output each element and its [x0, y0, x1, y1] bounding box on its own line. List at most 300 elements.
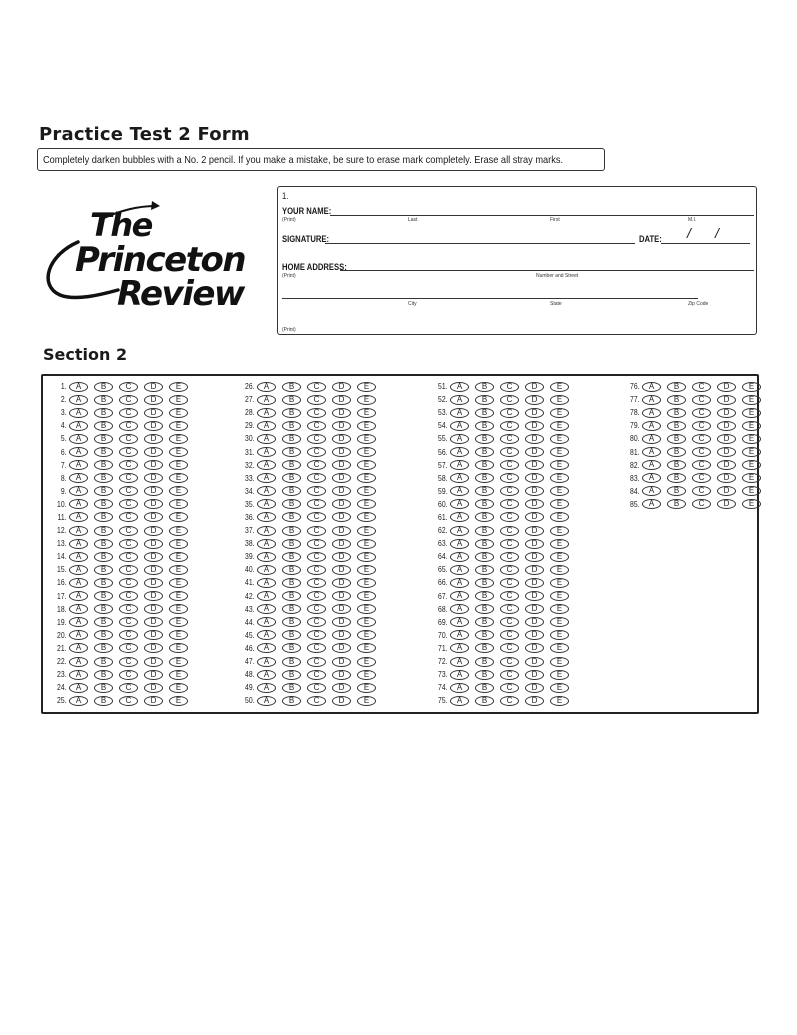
answer-bubble-c[interactable]: C [119, 447, 138, 457]
answer-bubble-c[interactable]: C [307, 539, 326, 549]
answer-bubble-b[interactable]: B [94, 591, 113, 601]
answer-bubble-c[interactable]: C [500, 421, 519, 431]
answer-bubble-a[interactable]: A [69, 473, 88, 483]
answer-bubble-e[interactable]: E [742, 421, 761, 431]
answer-bubble-a[interactable]: A [69, 512, 88, 522]
answer-bubble-e[interactable]: E [550, 578, 569, 588]
answer-bubble-b[interactable]: B [282, 630, 301, 640]
answer-bubble-b[interactable]: B [282, 539, 301, 549]
answer-bubble-d[interactable]: D [525, 578, 544, 588]
answer-bubble-e[interactable]: E [357, 578, 376, 588]
answer-bubble-e[interactable]: E [742, 382, 761, 392]
answer-bubble-e[interactable]: E [550, 670, 569, 680]
answer-bubble-c[interactable]: C [500, 683, 519, 693]
answer-bubble-c[interactable]: C [500, 499, 519, 509]
answer-bubble-e[interactable]: E [169, 473, 188, 483]
answer-bubble-b[interactable]: B [475, 526, 494, 536]
answer-bubble-b[interactable]: B [282, 447, 301, 457]
answer-bubble-c[interactable]: C [119, 512, 138, 522]
answer-bubble-a[interactable]: A [450, 670, 469, 680]
answer-bubble-a[interactable]: A [257, 643, 276, 653]
answer-bubble-a[interactable]: A [69, 539, 88, 549]
answer-bubble-c[interactable]: C [500, 630, 519, 640]
answer-bubble-e[interactable]: E [550, 486, 569, 496]
answer-bubble-c[interactable]: C [307, 617, 326, 627]
answer-bubble-d[interactable]: D [717, 460, 736, 470]
answer-bubble-c[interactable]: C [119, 408, 138, 418]
answer-bubble-a[interactable]: A [69, 604, 88, 614]
answer-bubble-a[interactable]: A [257, 421, 276, 431]
answer-bubble-a[interactable]: A [450, 486, 469, 496]
answer-bubble-c[interactable]: C [307, 486, 326, 496]
answer-bubble-a[interactable]: A [257, 382, 276, 392]
answer-bubble-a[interactable]: A [257, 604, 276, 614]
answer-bubble-a[interactable]: A [69, 382, 88, 392]
street-address-field[interactable] [340, 270, 754, 271]
answer-bubble-a[interactable]: A [257, 460, 276, 470]
answer-bubble-a[interactable]: A [642, 473, 661, 483]
answer-bubble-c[interactable]: C [307, 552, 326, 562]
answer-bubble-a[interactable]: A [257, 683, 276, 693]
answer-bubble-c[interactable]: C [119, 539, 138, 549]
date-field[interactable] [661, 243, 750, 244]
answer-bubble-a[interactable]: A [450, 460, 469, 470]
answer-bubble-b[interactable]: B [667, 499, 686, 509]
answer-bubble-d[interactable]: D [525, 552, 544, 562]
answer-bubble-e[interactable]: E [550, 617, 569, 627]
answer-bubble-b[interactable]: B [282, 643, 301, 653]
answer-bubble-c[interactable]: C [692, 421, 711, 431]
answer-bubble-d[interactable]: D [332, 643, 351, 653]
answer-bubble-c[interactable]: C [119, 617, 138, 627]
answer-bubble-a[interactable]: A [450, 552, 469, 562]
answer-bubble-d[interactable]: D [332, 499, 351, 509]
answer-bubble-b[interactable]: B [94, 395, 113, 405]
answer-bubble-d[interactable]: D [332, 382, 351, 392]
answer-bubble-b[interactable]: B [282, 421, 301, 431]
answer-bubble-d[interactable]: D [332, 683, 351, 693]
answer-bubble-d[interactable]: D [144, 591, 163, 601]
answer-bubble-e[interactable]: E [169, 539, 188, 549]
answer-bubble-a[interactable]: A [257, 486, 276, 496]
answer-bubble-e[interactable]: E [169, 604, 188, 614]
answer-bubble-b[interactable]: B [475, 499, 494, 509]
answer-bubble-e[interactable]: E [357, 683, 376, 693]
answer-bubble-c[interactable]: C [307, 408, 326, 418]
answer-bubble-a[interactable]: A [450, 683, 469, 693]
answer-bubble-c[interactable]: C [119, 696, 138, 706]
answer-bubble-b[interactable]: B [94, 643, 113, 653]
answer-bubble-d[interactable]: D [332, 591, 351, 601]
answer-bubble-d[interactable]: D [525, 499, 544, 509]
answer-bubble-b[interactable]: B [475, 630, 494, 640]
answer-bubble-d[interactable]: D [332, 696, 351, 706]
answer-bubble-a[interactable]: A [450, 630, 469, 640]
answer-bubble-d[interactable]: D [525, 434, 544, 444]
answer-bubble-b[interactable]: B [94, 421, 113, 431]
answer-bubble-d[interactable]: D [717, 473, 736, 483]
answer-bubble-d[interactable]: D [717, 486, 736, 496]
answer-bubble-c[interactable]: C [307, 657, 326, 667]
answer-bubble-e[interactable]: E [169, 395, 188, 405]
answer-bubble-c[interactable]: C [500, 408, 519, 418]
answer-bubble-a[interactable]: A [69, 657, 88, 667]
signature-field[interactable] [325, 243, 635, 244]
answer-bubble-a[interactable]: A [69, 683, 88, 693]
answer-bubble-e[interactable]: E [550, 473, 569, 483]
answer-bubble-c[interactable]: C [307, 578, 326, 588]
answer-bubble-a[interactable]: A [450, 499, 469, 509]
answer-bubble-e[interactable]: E [550, 526, 569, 536]
answer-bubble-e[interactable]: E [357, 670, 376, 680]
answer-bubble-a[interactable]: A [642, 382, 661, 392]
answer-bubble-c[interactable]: C [307, 499, 326, 509]
answer-bubble-d[interactable]: D [525, 591, 544, 601]
answer-bubble-d[interactable]: D [525, 657, 544, 667]
answer-bubble-a[interactable]: A [450, 473, 469, 483]
answer-bubble-a[interactable]: A [257, 630, 276, 640]
answer-bubble-d[interactable]: D [332, 408, 351, 418]
answer-bubble-c[interactable]: C [500, 512, 519, 522]
answer-bubble-e[interactable]: E [550, 460, 569, 470]
answer-bubble-c[interactable]: C [307, 630, 326, 640]
answer-bubble-b[interactable]: B [475, 683, 494, 693]
answer-bubble-e[interactable]: E [169, 657, 188, 667]
answer-bubble-d[interactable]: D [144, 460, 163, 470]
answer-bubble-d[interactable]: D [332, 565, 351, 575]
answer-bubble-e[interactable]: E [357, 460, 376, 470]
answer-bubble-a[interactable]: A [69, 526, 88, 536]
answer-bubble-e[interactable]: E [550, 539, 569, 549]
answer-bubble-d[interactable]: D [525, 512, 544, 522]
answer-bubble-d[interactable]: D [332, 526, 351, 536]
answer-bubble-d[interactable]: D [144, 565, 163, 575]
answer-bubble-e[interactable]: E [169, 696, 188, 706]
answer-bubble-b[interactable]: B [282, 657, 301, 667]
answer-bubble-a[interactable]: A [69, 447, 88, 457]
answer-bubble-b[interactable]: B [94, 630, 113, 640]
answer-bubble-c[interactable]: C [119, 382, 138, 392]
answer-bubble-b[interactable]: B [475, 591, 494, 601]
answer-bubble-d[interactable]: D [144, 447, 163, 457]
answer-bubble-e[interactable]: E [169, 630, 188, 640]
answer-bubble-c[interactable]: C [500, 473, 519, 483]
answer-bubble-c[interactable]: C [500, 670, 519, 680]
answer-bubble-e[interactable]: E [357, 382, 376, 392]
answer-bubble-b[interactable]: B [94, 499, 113, 509]
answer-bubble-a[interactable]: A [642, 460, 661, 470]
answer-bubble-c[interactable]: C [119, 565, 138, 575]
answer-bubble-b[interactable]: B [475, 447, 494, 457]
answer-bubble-a[interactable]: A [257, 617, 276, 627]
answer-bubble-c[interactable]: C [119, 421, 138, 431]
answer-bubble-b[interactable]: B [282, 395, 301, 405]
answer-bubble-b[interactable]: B [94, 565, 113, 575]
answer-bubble-e[interactable]: E [550, 630, 569, 640]
answer-bubble-b[interactable]: B [282, 696, 301, 706]
answer-bubble-a[interactable]: A [69, 565, 88, 575]
answer-bubble-d[interactable]: D [144, 539, 163, 549]
answer-bubble-a[interactable]: A [257, 657, 276, 667]
answer-bubble-a[interactable]: A [450, 565, 469, 575]
answer-bubble-e[interactable]: E [357, 657, 376, 667]
answer-bubble-d[interactable]: D [144, 617, 163, 627]
answer-bubble-d[interactable]: D [525, 696, 544, 706]
answer-bubble-d[interactable]: D [525, 395, 544, 405]
answer-bubble-b[interactable]: B [94, 460, 113, 470]
answer-bubble-e[interactable]: E [742, 473, 761, 483]
answer-bubble-e[interactable]: E [550, 683, 569, 693]
answer-bubble-d[interactable]: D [332, 630, 351, 640]
answer-bubble-a[interactable]: A [69, 395, 88, 405]
answer-bubble-c[interactable]: C [307, 670, 326, 680]
answer-bubble-e[interactable]: E [169, 552, 188, 562]
answer-bubble-d[interactable]: D [144, 499, 163, 509]
answer-bubble-d[interactable]: D [525, 421, 544, 431]
answer-bubble-b[interactable]: B [94, 670, 113, 680]
answer-bubble-c[interactable]: C [692, 395, 711, 405]
answer-bubble-e[interactable]: E [169, 434, 188, 444]
answer-bubble-e[interactable]: E [550, 604, 569, 614]
answer-bubble-d[interactable]: D [332, 512, 351, 522]
answer-bubble-b[interactable]: B [475, 408, 494, 418]
answer-bubble-b[interactable]: B [282, 617, 301, 627]
answer-bubble-b[interactable]: B [475, 539, 494, 549]
answer-bubble-e[interactable]: E [550, 591, 569, 601]
answer-bubble-a[interactable]: A [257, 696, 276, 706]
answer-bubble-a[interactable]: A [642, 421, 661, 431]
answer-bubble-e[interactable]: E [742, 434, 761, 444]
answer-bubble-a[interactable]: A [69, 434, 88, 444]
answer-bubble-a[interactable]: A [69, 499, 88, 509]
answer-bubble-e[interactable]: E [742, 460, 761, 470]
answer-bubble-a[interactable]: A [450, 526, 469, 536]
answer-bubble-e[interactable]: E [357, 630, 376, 640]
answer-bubble-a[interactable]: A [69, 578, 88, 588]
answer-bubble-a[interactable]: A [69, 421, 88, 431]
answer-bubble-d[interactable]: D [525, 473, 544, 483]
answer-bubble-e[interactable]: E [357, 447, 376, 457]
answer-bubble-a[interactable]: A [69, 486, 88, 496]
answer-bubble-d[interactable]: D [144, 473, 163, 483]
answer-bubble-d[interactable]: D [332, 460, 351, 470]
answer-bubble-d[interactable]: D [144, 578, 163, 588]
answer-bubble-e[interactable]: E [169, 526, 188, 536]
answer-bubble-c[interactable]: C [307, 460, 326, 470]
answer-bubble-a[interactable]: A [257, 473, 276, 483]
answer-bubble-a[interactable]: A [69, 696, 88, 706]
answer-bubble-d[interactable]: D [144, 434, 163, 444]
answer-bubble-e[interactable]: E [550, 552, 569, 562]
answer-bubble-d[interactable]: D [717, 408, 736, 418]
answer-bubble-c[interactable]: C [500, 565, 519, 575]
answer-bubble-b[interactable]: B [667, 486, 686, 496]
answer-bubble-a[interactable]: A [69, 460, 88, 470]
answer-bubble-e[interactable]: E [357, 395, 376, 405]
answer-bubble-b[interactable]: B [667, 408, 686, 418]
answer-bubble-a[interactable]: A [257, 499, 276, 509]
answer-bubble-c[interactable]: C [307, 591, 326, 601]
answer-bubble-c[interactable]: C [119, 395, 138, 405]
answer-bubble-d[interactable]: D [332, 473, 351, 483]
answer-bubble-a[interactable]: A [450, 578, 469, 588]
answer-bubble-b[interactable]: B [475, 617, 494, 627]
answer-bubble-d[interactable]: D [525, 630, 544, 640]
answer-bubble-e[interactable]: E [357, 408, 376, 418]
answer-bubble-e[interactable]: E [169, 617, 188, 627]
answer-bubble-d[interactable]: D [332, 657, 351, 667]
answer-bubble-c[interactable]: C [500, 526, 519, 536]
answer-bubble-e[interactable]: E [169, 447, 188, 457]
answer-bubble-b[interactable]: B [475, 395, 494, 405]
answer-bubble-d[interactable]: D [332, 617, 351, 627]
answer-bubble-a[interactable]: A [450, 512, 469, 522]
answer-bubble-d[interactable]: D [332, 578, 351, 588]
answer-bubble-a[interactable]: A [450, 591, 469, 601]
answer-bubble-e[interactable]: E [169, 421, 188, 431]
answer-bubble-e[interactable]: E [357, 526, 376, 536]
answer-bubble-e[interactable]: E [550, 565, 569, 575]
answer-bubble-c[interactable]: C [119, 486, 138, 496]
answer-bubble-e[interactable]: E [550, 395, 569, 405]
answer-bubble-d[interactable]: D [525, 460, 544, 470]
answer-bubble-e[interactable]: E [357, 512, 376, 522]
answer-bubble-d[interactable]: D [144, 486, 163, 496]
answer-bubble-c[interactable]: C [500, 552, 519, 562]
answer-bubble-e[interactable]: E [357, 434, 376, 444]
answer-bubble-c[interactable]: C [500, 395, 519, 405]
answer-bubble-b[interactable]: B [475, 473, 494, 483]
answer-bubble-d[interactable]: D [144, 512, 163, 522]
answer-bubble-d[interactable]: D [525, 683, 544, 693]
answer-bubble-e[interactable]: E [169, 578, 188, 588]
answer-bubble-e[interactable]: E [357, 539, 376, 549]
answer-bubble-a[interactable]: A [642, 499, 661, 509]
answer-bubble-c[interactable]: C [500, 591, 519, 601]
answer-bubble-a[interactable]: A [257, 395, 276, 405]
answer-bubble-c[interactable]: C [692, 434, 711, 444]
answer-bubble-b[interactable]: B [282, 382, 301, 392]
answer-bubble-b[interactable]: B [475, 670, 494, 680]
answer-bubble-c[interactable]: C [119, 604, 138, 614]
answer-bubble-a[interactable]: A [69, 408, 88, 418]
answer-bubble-c[interactable]: C [500, 447, 519, 457]
answer-bubble-c[interactable]: C [119, 683, 138, 693]
answer-bubble-a[interactable]: A [257, 512, 276, 522]
answer-bubble-b[interactable]: B [282, 526, 301, 536]
answer-bubble-d[interactable]: D [144, 657, 163, 667]
answer-bubble-b[interactable]: B [282, 578, 301, 588]
answer-bubble-e[interactable]: E [742, 447, 761, 457]
answer-bubble-a[interactable]: A [257, 408, 276, 418]
answer-bubble-d[interactable]: D [525, 526, 544, 536]
answer-bubble-e[interactable]: E [169, 486, 188, 496]
answer-bubble-b[interactable]: B [282, 473, 301, 483]
answer-bubble-d[interactable]: D [144, 552, 163, 562]
answer-bubble-b[interactable]: B [475, 421, 494, 431]
answer-bubble-b[interactable]: B [667, 460, 686, 470]
answer-bubble-d[interactable]: D [332, 421, 351, 431]
answer-bubble-b[interactable]: B [475, 512, 494, 522]
answer-bubble-b[interactable]: B [282, 604, 301, 614]
answer-bubble-e[interactable]: E [169, 460, 188, 470]
answer-bubble-e[interactable]: E [357, 552, 376, 562]
answer-bubble-e[interactable]: E [550, 447, 569, 457]
answer-bubble-d[interactable]: D [525, 486, 544, 496]
answer-bubble-a[interactable]: A [450, 395, 469, 405]
answer-bubble-c[interactable]: C [119, 552, 138, 562]
name-field[interactable] [330, 215, 754, 216]
answer-bubble-b[interactable]: B [667, 447, 686, 457]
answer-bubble-e[interactable]: E [169, 565, 188, 575]
answer-bubble-a[interactable]: A [450, 643, 469, 653]
answer-bubble-c[interactable]: C [307, 382, 326, 392]
answer-bubble-b[interactable]: B [475, 460, 494, 470]
answer-bubble-c[interactable]: C [500, 696, 519, 706]
answer-bubble-e[interactable]: E [550, 643, 569, 653]
answer-bubble-a[interactable]: A [450, 617, 469, 627]
answer-bubble-e[interactable]: E [550, 382, 569, 392]
answer-bubble-e[interactable]: E [357, 473, 376, 483]
answer-bubble-b[interactable]: B [282, 683, 301, 693]
answer-bubble-c[interactable]: C [500, 617, 519, 627]
answer-bubble-b[interactable]: B [94, 657, 113, 667]
answer-bubble-c[interactable]: C [119, 591, 138, 601]
answer-bubble-e[interactable]: E [550, 421, 569, 431]
answer-bubble-a[interactable]: A [450, 447, 469, 457]
answer-bubble-a[interactable]: A [450, 657, 469, 667]
answer-bubble-a[interactable]: A [450, 604, 469, 614]
answer-bubble-e[interactable]: E [550, 434, 569, 444]
answer-bubble-b[interactable]: B [667, 421, 686, 431]
answer-bubble-b[interactable]: B [94, 683, 113, 693]
answer-bubble-b[interactable]: B [282, 408, 301, 418]
answer-bubble-e[interactable]: E [357, 643, 376, 653]
answer-bubble-c[interactable]: C [500, 643, 519, 653]
answer-bubble-d[interactable]: D [144, 643, 163, 653]
answer-bubble-b[interactable]: B [475, 565, 494, 575]
answer-bubble-b[interactable]: B [667, 434, 686, 444]
answer-bubble-c[interactable]: C [500, 382, 519, 392]
answer-bubble-d[interactable]: D [332, 539, 351, 549]
answer-bubble-c[interactable]: C [119, 434, 138, 444]
answer-bubble-b[interactable]: B [282, 591, 301, 601]
answer-bubble-b[interactable]: B [282, 512, 301, 522]
answer-bubble-d[interactable]: D [717, 499, 736, 509]
answer-bubble-a[interactable]: A [257, 539, 276, 549]
answer-bubble-c[interactable]: C [692, 486, 711, 496]
answer-bubble-e[interactable]: E [169, 683, 188, 693]
answer-bubble-b[interactable]: B [282, 552, 301, 562]
answer-bubble-a[interactable]: A [69, 591, 88, 601]
answer-bubble-b[interactable]: B [94, 696, 113, 706]
answer-bubble-c[interactable]: C [500, 657, 519, 667]
answer-bubble-c[interactable]: C [500, 486, 519, 496]
answer-bubble-c[interactable]: C [307, 526, 326, 536]
answer-bubble-a[interactable]: A [257, 434, 276, 444]
answer-bubble-b[interactable]: B [475, 696, 494, 706]
answer-bubble-e[interactable]: E [169, 408, 188, 418]
answer-bubble-e[interactable]: E [357, 696, 376, 706]
answer-bubble-b[interactable]: B [94, 434, 113, 444]
answer-bubble-e[interactable]: E [357, 591, 376, 601]
answer-bubble-b[interactable]: B [475, 657, 494, 667]
answer-bubble-a[interactable]: A [450, 434, 469, 444]
answer-bubble-e[interactable]: E [357, 486, 376, 496]
answer-bubble-b[interactable]: B [94, 408, 113, 418]
answer-bubble-a[interactable]: A [450, 421, 469, 431]
answer-bubble-c[interactable]: C [307, 473, 326, 483]
